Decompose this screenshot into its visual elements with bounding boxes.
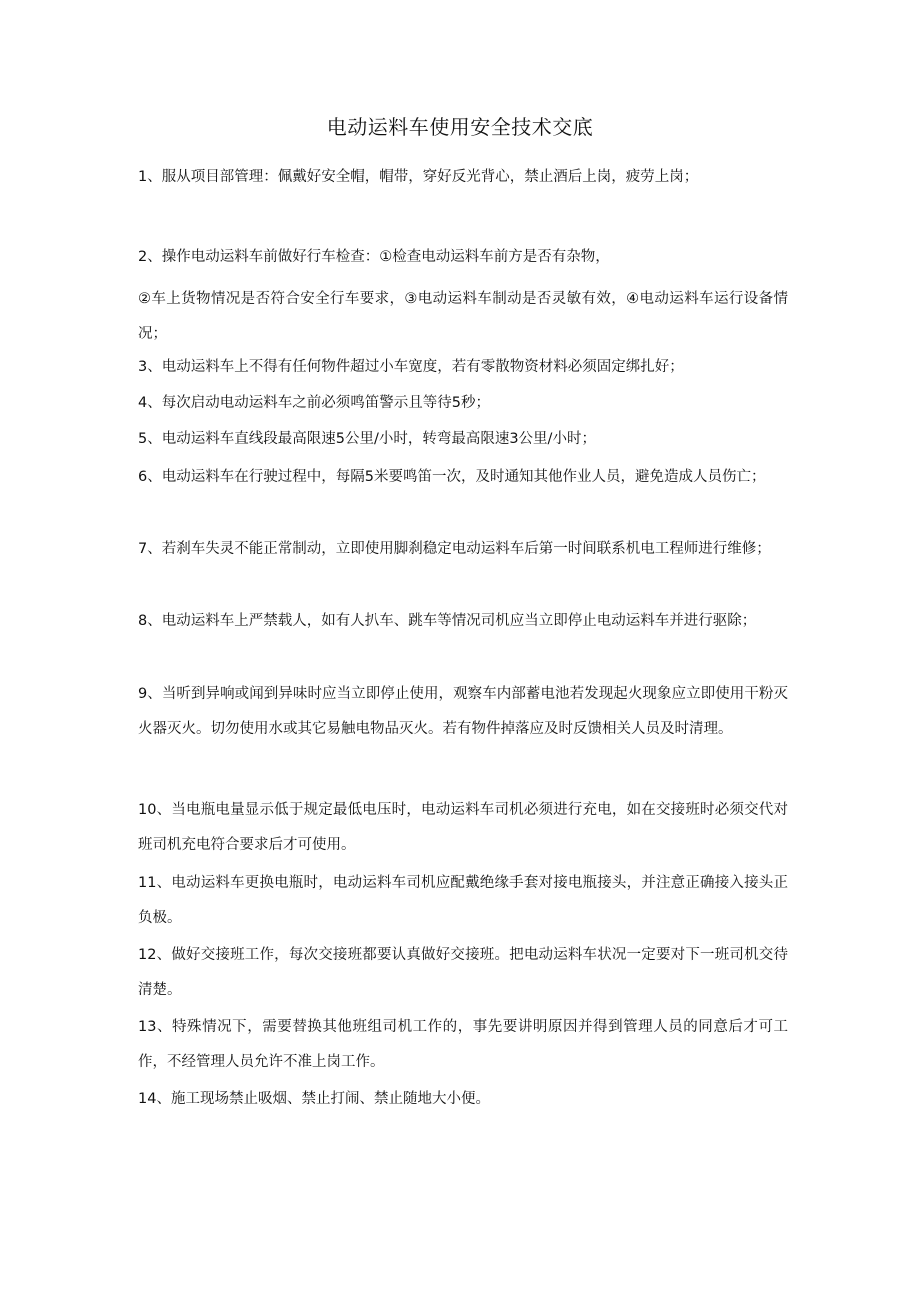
paragraph-7: 6、电动运料车在行驶过程中，每隔5米要鸣笛一次，及时通知其他作业人员，避免造成人员伤亡； bbox=[138, 469, 766, 485]
paragraph-10: 9、当听到异响或闻到异味时应当立即停止使用，观察车内部蓄电池若发现起火现象应立即使用干粉灭火器灭火。切勿使用水或其它易触电物品灭火。若有物件掉落应及时反馈相关人员及时清理。 bbox=[138, 686, 788, 737]
paragraph-13: 12、做好交接班工作，每次交接班都要认真做好交接班。把电动运料车状况一定要对下一班司机交待清楚。 bbox=[138, 947, 788, 998]
paragraph-4: 3、电动运料车上不得有任何物件超过小车宽度，若有零散物资材料必须固定绑扎好； bbox=[138, 359, 684, 375]
paragraph-5: 4、每次启动电动运料车之前必须鸣笛警示且等待5秒； bbox=[138, 395, 490, 411]
paragraph-15: 14、施工现场禁止吸烟、禁止打闹、禁止随地大小便。 bbox=[138, 1091, 490, 1107]
paragraph-6: 5、电动运料车直线段最高限速5公里/小时，转弯最高限速3公里/小时； bbox=[138, 431, 596, 447]
paragraph-9: 8、电动运料车上严禁载人，如有人扒车、跳车等情况司机应当立即停止电动运料车并进行驱除； bbox=[138, 613, 757, 629]
paragraph-12: 11、电动运料车更换电瓶时，电动运料车司机应配戴绝缘手套对接电瓶接头，并注意正确接入接头正负极。 bbox=[138, 875, 788, 926]
document-title: 电动运料车使用安全技术交底 bbox=[326, 115, 594, 139]
paragraph-2: 2、操作电动运料车前做好行车检查：①检查电动运料车前方是否有杂物， bbox=[138, 249, 610, 265]
paragraph-8: 7、若刹车失灵不能正常制动，立即使用脚刹稳定电动运料车后第一时间联系机电工程师进行维修； bbox=[138, 541, 771, 557]
paragraph-14: 13、特殊情况下，需要替换其他班组司机工作的，事先要讲明原因并得到管理人员的同意后才可工作，不经管理人员允许不准上岗工作。 bbox=[138, 1019, 788, 1070]
paragraph-11: 10、当电瓶电量显示低于规定最低电压时，电动运料车司机必须进行充电，如在交接班时必须交代对班司机充电符合要求后才可使用。 bbox=[138, 802, 788, 853]
paragraph-3: ②车上货物情况是否符合安全行车要求，③电动运料车制动是否灵敏有效，④电动运料车运行设备情况； bbox=[138, 291, 788, 342]
paragraph-1: 1、服从项目部管理：佩戴好安全帽，帽带，穿好反光背心，禁止酒后上岗，疲劳上岗； bbox=[138, 169, 699, 185]
